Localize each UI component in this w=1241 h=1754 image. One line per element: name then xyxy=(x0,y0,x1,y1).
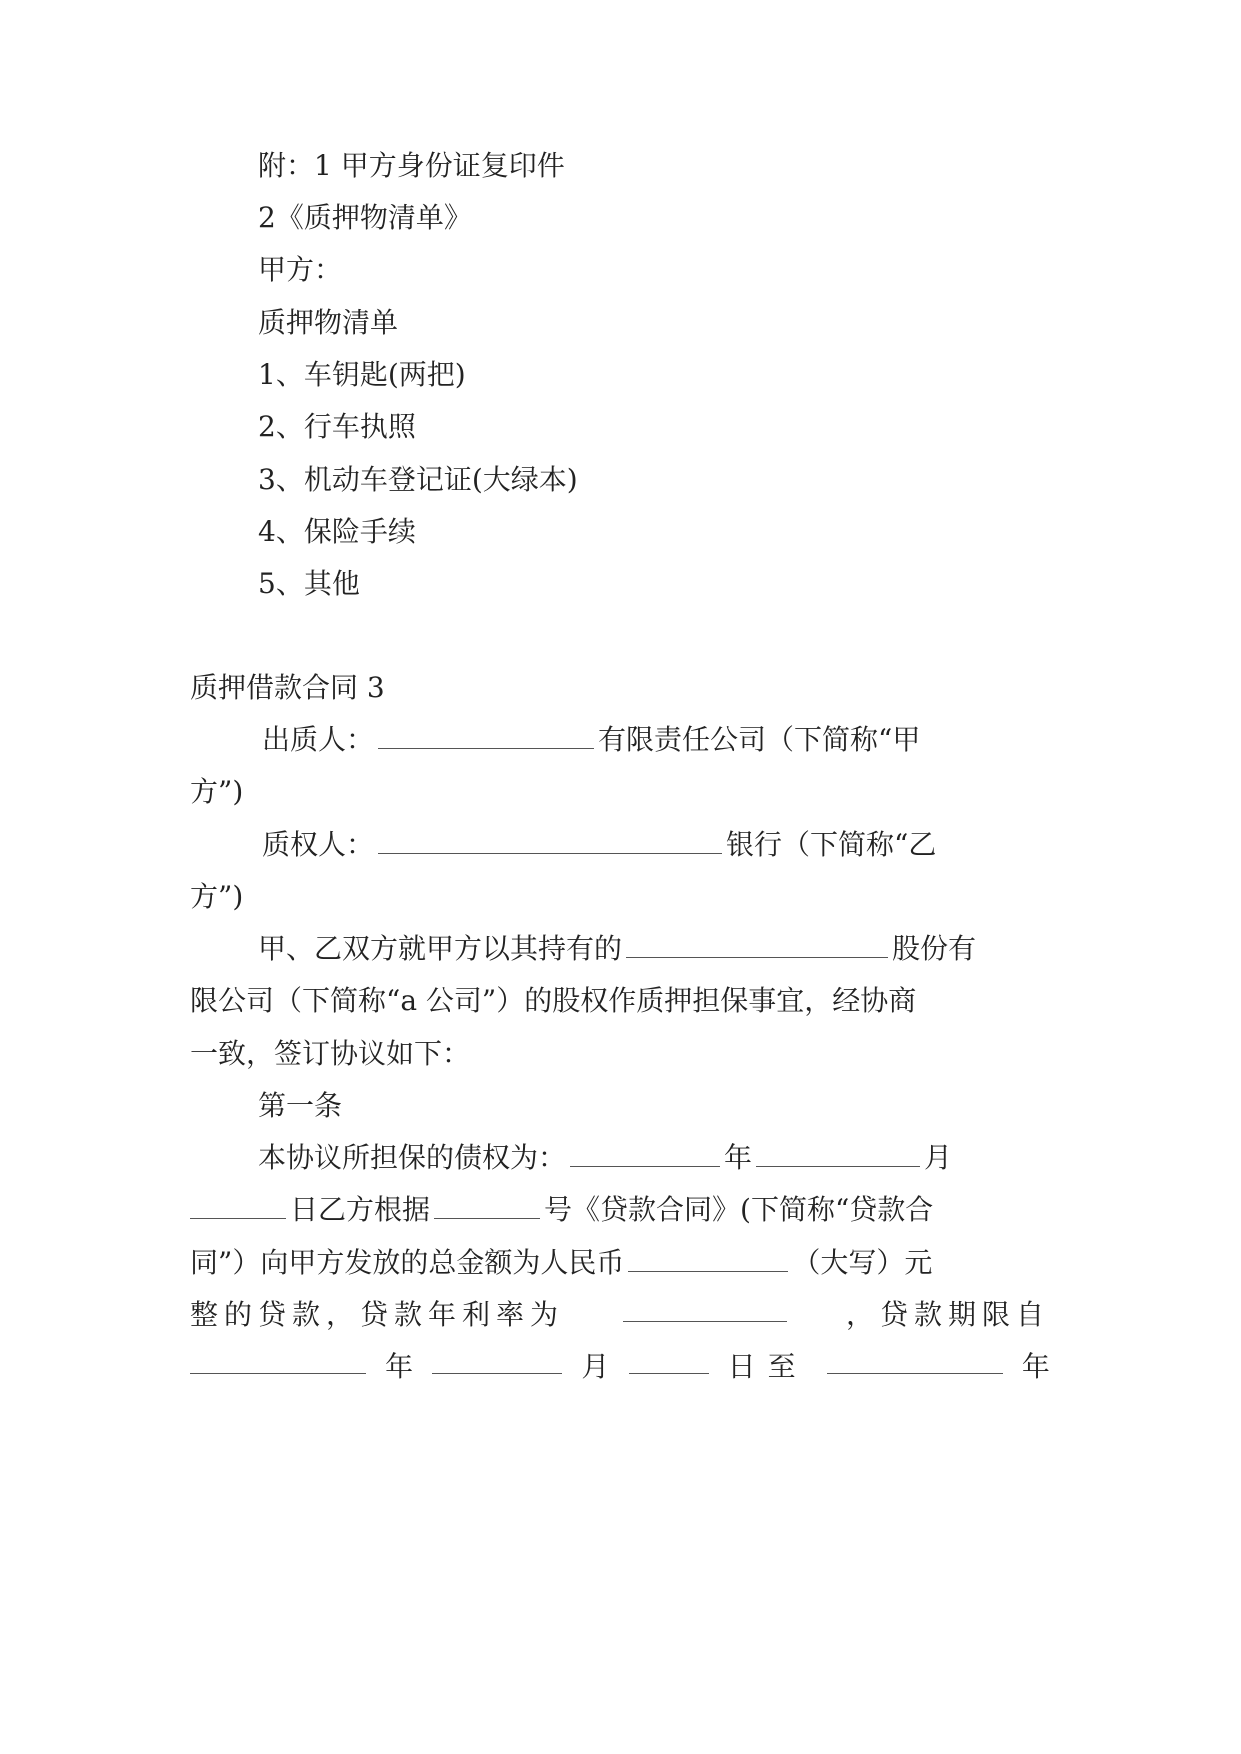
para-2-line-1: 本协议所担保的债权为： 年 月 xyxy=(258,1141,953,1174)
blank-field xyxy=(378,827,722,854)
para-1-line-1: 甲、乙双方就甲方以其持有的 股份有 xyxy=(258,932,977,965)
para-2-line-2: 日乙方根据 号《贷款合同》(下简称“贷款合 xyxy=(190,1190,933,1230)
para-1-line-3: 一致，签订协议如下： xyxy=(190,1037,471,1070)
blank-field xyxy=(570,1140,720,1167)
blank-field xyxy=(756,1140,920,1167)
pledgee-bank: 银行（下简称“乙 xyxy=(726,828,937,861)
blank-field xyxy=(623,1295,787,1322)
appendix-party: 甲方： xyxy=(258,253,343,286)
para-2-line-5: 年 月 日至 年 xyxy=(190,1347,1050,1387)
blank-field xyxy=(628,1245,788,1272)
para-2-line-4: 整的贷款，贷款年利率为 ，贷款期限自 xyxy=(190,1295,1050,1335)
blank-field xyxy=(629,1347,709,1374)
list-item: 4、保险手续 xyxy=(258,515,416,548)
blank-field xyxy=(432,1347,562,1374)
list-item: 1、车钥匙(两把) xyxy=(258,358,466,391)
article-1: 第一条 xyxy=(258,1089,343,1122)
pledgee-cont: 方”) xyxy=(190,880,244,913)
list-item: 5、其他 xyxy=(258,567,360,600)
pledge-list-title: 质押物清单 xyxy=(258,306,399,339)
list-item: 2、行车执照 xyxy=(258,410,416,443)
pledgee-label: 质权人： xyxy=(262,828,375,861)
blank-field xyxy=(378,722,594,749)
blank-field xyxy=(827,1347,1003,1374)
blank-field xyxy=(190,1192,286,1219)
para-1-line-2: 限公司（下简称“a 公司”）的股权作质押担保事宜，经协商 xyxy=(190,984,917,1017)
para-2-line-3: 同”）向甲方发放的总金额为人民币 （大写）元 xyxy=(190,1246,933,1279)
pledgee-line xyxy=(190,825,936,865)
pledgor-line xyxy=(190,720,1050,760)
appendix-line-1: 附：1 甲方身份证复印件 xyxy=(258,149,565,182)
contract-title: 质押借款合同 3 xyxy=(190,671,385,704)
pledgor-cont: 方”) xyxy=(190,775,244,808)
list-item: 3、机动车登记证(大绿本) xyxy=(258,463,578,496)
pledgor-company: 有限责任公司（下简称“甲 xyxy=(598,723,921,756)
appendix-line-2: 2《质押物清单》 xyxy=(258,201,472,234)
blank-field xyxy=(434,1192,540,1219)
blank-field xyxy=(626,931,888,958)
blank-field xyxy=(190,1347,366,1374)
pledgor-label: 出质人： xyxy=(262,723,375,756)
